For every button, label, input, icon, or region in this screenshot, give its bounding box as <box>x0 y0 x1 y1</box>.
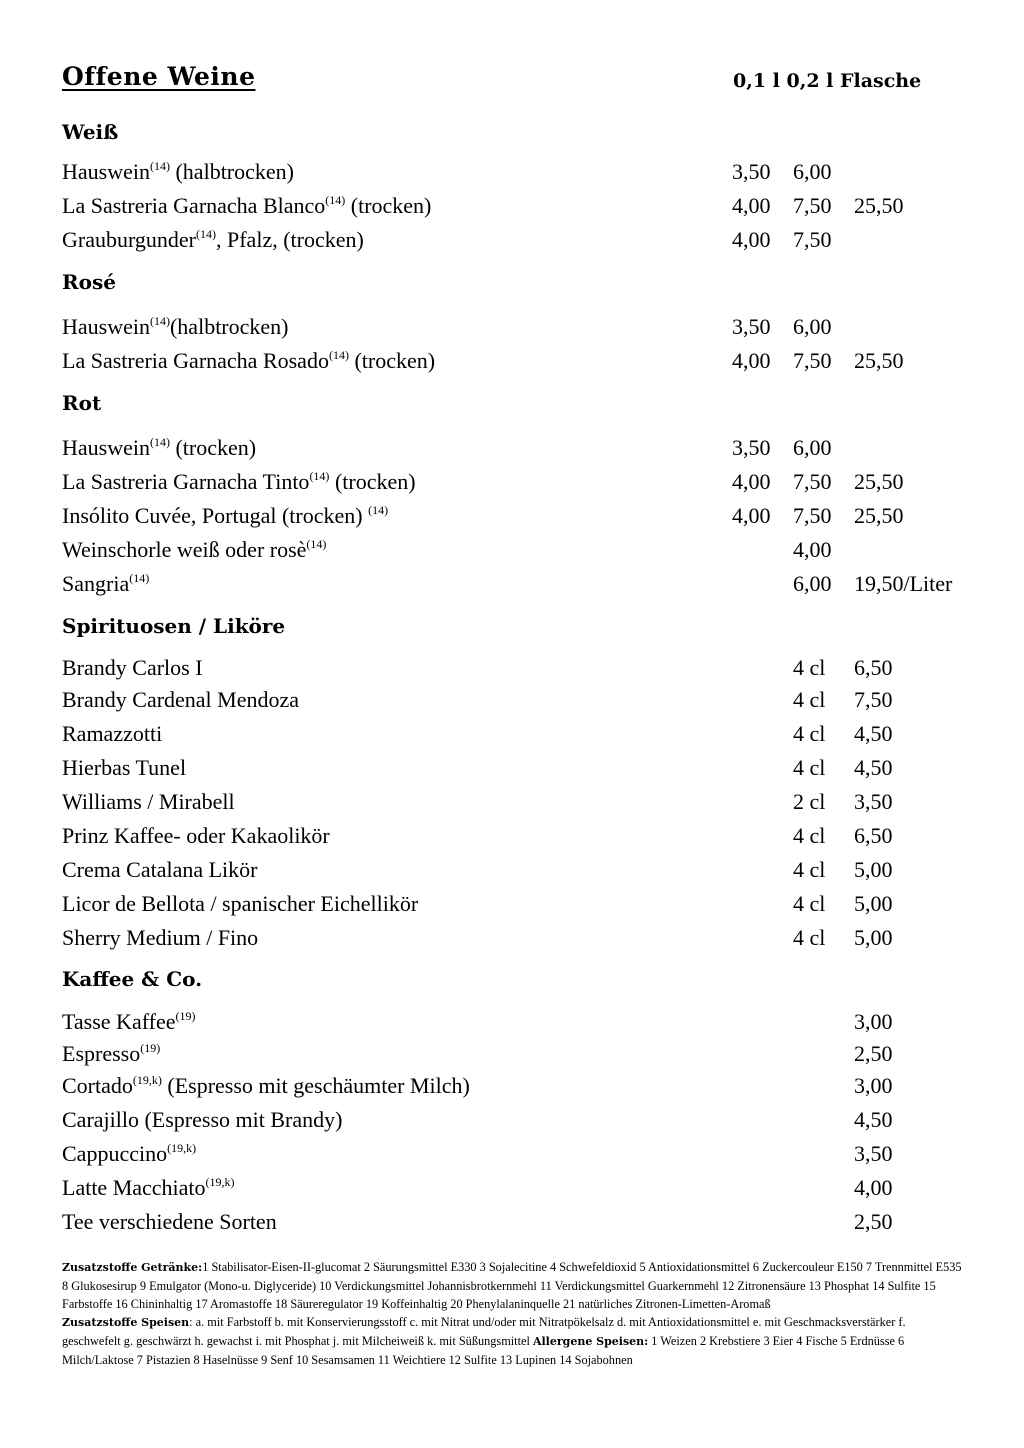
allergen-label: Allergene Speisen: <box>532 1335 649 1348</box>
item-name: Espresso$^{(19)}$ <box>62 1041 161 1066</box>
page-title: Offene Weine <box>62 62 256 91</box>
column-header: 0,1 l 0,2 l Flasche <box>733 70 922 92</box>
item-name: Tee verschiedene Sorten <box>62 1209 277 1234</box>
menu-item <box>62 923 992 953</box>
price-02l: 6,00 <box>793 159 832 184</box>
item-price: 5,00 <box>854 925 893 950</box>
price-bottle: 25,50 <box>854 348 904 373</box>
price-01l: 4,00 <box>732 469 771 494</box>
item-price: 4,50 <box>854 1107 893 1132</box>
price-01l: 4,00 <box>732 348 771 373</box>
food-additives-note <box>62 1313 967 1369</box>
item-size: 4 cl <box>793 857 826 882</box>
drinks-additives-note <box>62 1258 967 1313</box>
price-bottle: 25,50 <box>854 503 904 528</box>
menu-item <box>62 433 992 463</box>
menu-item <box>62 889 992 919</box>
item-name: Hierbas Tunel <box>62 755 187 780</box>
item-name: Williams / Mirabell <box>62 789 235 814</box>
menu-item <box>62 753 992 783</box>
price-bottle: 25,50 <box>854 193 904 218</box>
item-size: 4 cl <box>793 687 826 712</box>
menu-item <box>62 787 992 817</box>
menu-item <box>62 821 992 851</box>
item-size: 4 cl <box>793 891 826 916</box>
price-01l: 3,50 <box>732 314 771 339</box>
item-name: Brandy Cardenal Mendoza <box>62 687 300 712</box>
item-size: 2 cl <box>793 789 826 814</box>
item-name: Cortado$^{(19,k)}$ (Espresso mit geschäumter Milch) <box>62 1073 470 1098</box>
section-title-kaffee: Kaffee & Co. <box>62 967 203 991</box>
price-01l: 3,50 <box>732 435 771 460</box>
item-price: 5,00 <box>854 891 893 916</box>
item-name: Licor de Bellota / spanischer Eichellikör <box>62 891 419 916</box>
item-name: Prinz Kaffee- oder Kakaolikör <box>62 823 330 848</box>
item-name: Cappuccino$^{(19,k)}$ <box>62 1141 197 1166</box>
food-additives-label: Zusatzstoffe Speisen <box>62 1316 190 1329</box>
price-02l: 7,50 <box>793 348 832 373</box>
price-02l: 7,50 <box>793 227 832 252</box>
price-bottle: 19,50/Liter <box>854 571 953 596</box>
food-additives-text: : a. mit Farbstoff b. mit Konservierungsstoff c. mit Nitrat und/oder mit Nitratpökelsalz d. mit Antioxidationsmittel e. mit Geschmacksverstärker f. geschwefelt g. geschwärzt h. gewachst i. mit Phosphat j. mit Milcheiweiß k. mit Süßungsmittel <box>62 1315 906 1348</box>
item-name: La Sastreria Garnacha Blanco$^{(14)}$ (trocken) <box>62 193 432 218</box>
drinks-additives-text: 1 Stabilisator-Eisen-II-glucomat 2 Säurungsmittel E330 3 Sojalecitine 4 Schwefeldioxid 5 Antioxidationsmittel 6 Zuckercouleur E150 7 Trennmittel E535 8 Glukosesirup 9 Emulgator (Mono-u. Diglyceride) 10 Verdickungsmittel Johannisbrotkernmehl 11 Verdickungsmittel Guarkernmehl 12 Zitronensäure 13 Phosphat 14 Sulfite 15 Farbstoffe 16 Chininhaltig 17 Aromastoffe 18 Säureregulator 19 Koffeinhaltig 20 Phenylalaninquelle 21 natürliches Zitronen-Limetten-Aromaß <box>62 1260 962 1311</box>
item-name: Insólito Cuvée, Portugal (trocken) $^{(14)}$ <box>62 503 389 528</box>
item-name: Brandy Carlos I <box>62 655 203 680</box>
menu-item <box>62 535 992 565</box>
item-name: Hauswein$^{(14)}$ (halbtrocken) <box>62 159 294 184</box>
menu-item <box>62 569 992 599</box>
menu-item <box>62 1105 992 1135</box>
item-name: Latte Macchiato$^{(19,k)}$ <box>62 1175 235 1200</box>
item-price: 2,50 <box>854 1041 893 1066</box>
section-title-spirits: Spirituosen / Liköre <box>62 614 286 638</box>
item-size: 4 cl <box>793 823 826 848</box>
item-name: Sherry Medium / Fino <box>62 925 259 950</box>
menu-item <box>62 1039 992 1069</box>
item-name: Carajillo (Espresso mit Brandy) <box>62 1107 343 1132</box>
price-bottle: 25,50 <box>854 469 904 494</box>
menu-item <box>62 1139 992 1169</box>
item-size: 4 cl <box>793 655 826 680</box>
item-price: 3,00 <box>854 1009 893 1034</box>
menu-item <box>62 719 992 749</box>
item-name: La Sastreria Garnacha Tinto$^{(14)}$ (trocken) <box>62 469 416 494</box>
price-02l: 7,50 <box>793 503 832 528</box>
item-price: 3,50 <box>854 789 893 814</box>
item-name: Sangria$^{(14)}$ <box>62 571 150 596</box>
item-price: 6,50 <box>854 823 893 848</box>
item-name: Ramazzotti <box>62 721 163 746</box>
item-price: 4,50 <box>854 721 893 746</box>
footnotes <box>62 1258 967 1369</box>
item-price: 3,50 <box>854 1141 893 1166</box>
price-01l: 4,00 <box>732 227 771 252</box>
price-02l: 6,00 <box>793 435 832 460</box>
item-price: 2,50 <box>854 1209 893 1234</box>
menu-item <box>62 653 992 683</box>
section-title-rose: Rosé <box>62 270 116 294</box>
price-01l: 3,50 <box>732 159 771 184</box>
item-price: 3,00 <box>854 1073 893 1098</box>
section-title-rot: Rot <box>62 391 102 415</box>
menu-item <box>62 225 992 255</box>
menu-item <box>62 1207 992 1237</box>
menu-item <box>62 501 992 531</box>
item-name: Hauswein$^{(14)}$(halbtrocken) <box>62 314 289 339</box>
item-size: 4 cl <box>793 721 826 746</box>
item-size: 4 cl <box>793 755 826 780</box>
menu-item <box>62 191 992 221</box>
menu-item <box>62 855 992 885</box>
menu-item <box>62 312 992 342</box>
item-price: 4,00 <box>854 1175 893 1200</box>
item-name: Crema Catalana Likör <box>62 857 258 882</box>
price-02l: 6,00 <box>793 571 832 596</box>
menu-item <box>62 467 992 497</box>
menu-item <box>62 346 992 376</box>
item-name: Weinschorle weiß oder rosè$^{(14)}$ <box>62 537 327 562</box>
item-price: 5,00 <box>854 857 893 882</box>
price-02l: 7,50 <box>793 193 832 218</box>
item-price: 7,50 <box>854 687 893 712</box>
price-02l: 4,00 <box>793 537 832 562</box>
item-name: Grauburgunder$^{(14)}$, Pfalz, (trocken) <box>62 227 364 252</box>
price-02l: 7,50 <box>793 469 832 494</box>
item-name: Hauswein$^{(14)}$ (trocken) <box>62 435 257 460</box>
item-price: 4,50 <box>854 755 893 780</box>
menu-item <box>62 1173 992 1203</box>
menu-item <box>62 1007 992 1037</box>
section-title-weiss: Weiß <box>62 120 119 144</box>
price-02l: 6,00 <box>793 314 832 339</box>
menu-item <box>62 157 992 187</box>
drinks-additives-label: Zusatzstoffe Getränke: <box>62 1261 203 1274</box>
item-size: 4 cl <box>793 925 826 950</box>
price-01l: 4,00 <box>732 193 771 218</box>
menu-item <box>62 1071 992 1101</box>
allergen-text: 1 Weizen 2 Krebstiere 3 Eier 4 Fische 5 Erdnüsse 6 Milch/Laktose 7 Pistazien 8 Haselnüsse 9 Senf 10 Sesamsamen 11 Weichtiere 12 Sulfite 13 Lupinen 14 Sojabohnen <box>62 1334 905 1367</box>
item-price: 6,50 <box>854 655 893 680</box>
item-name: Tasse Kaffee$^{(19)}$ <box>62 1009 196 1034</box>
price-01l: 4,00 <box>732 503 771 528</box>
item-name: La Sastreria Garnacha Rosado$^{(14)}$ (trocken) <box>62 348 436 373</box>
menu-item <box>62 685 992 715</box>
